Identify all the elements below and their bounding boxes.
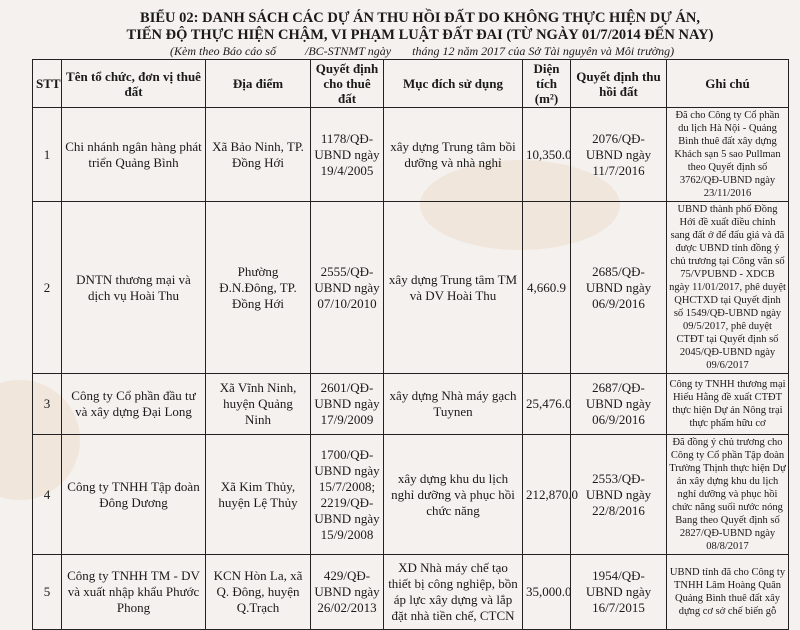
cell-lease-decision: 1178/QĐ-UBND ngày 19/4/2005 (311, 108, 384, 202)
table-row (33, 202, 789, 374)
cell-notes: UBND tỉnh đã cho Công ty TNHH Lâm Hoàng Quân Quảng Bình thuê đất xây dựng cơ sở chế biến gỗ (667, 555, 789, 630)
cell-organization: Công ty TNHH TM - DV và xuất nhập khẩu Phước Phong (62, 555, 206, 630)
cell-lease-decision: 1700/QĐ-UBND ngày 15/7/2008; 2219/QĐ-UBND ngày 15/9/2008 (311, 435, 384, 555)
cell-area: 35,000.0 (523, 555, 571, 630)
cell-purpose: xây dựng khu du lịch nghỉ dưỡng và phục hồi chức năng (384, 435, 523, 555)
subtitle-part3: tháng 12 năm 2017 của Sở Tài nguyên và Môi trường) (412, 44, 675, 58)
cell-lease-decision: 2601/QĐ-UBND ngày 17/9/2009 (311, 374, 384, 435)
cell-location: Xã Kim Thủy, huyện Lệ Thủy (206, 435, 311, 555)
cell-notes: UBND thành phố Đồng Hới đề xuất điều chỉnh sang đất ở để đấu giá và đã được UBND tỉnh đồng ý chủ trương tại Công văn số 75/VPUBND - XDCB ngày 11/01/2017, phê duyệt QHCTXD tại Quyết định số 1549/QĐ-UBND ngày 09/5/2017, phê duyệt CTĐT tại Quyết định số 2045/QĐ-UBND ngày 09/6/2017 (667, 202, 789, 374)
table-row (33, 435, 789, 555)
table-row (33, 374, 789, 435)
cell-stt: 2 (33, 202, 62, 374)
cell-stt: 1 (33, 108, 62, 202)
cell-organization: Công ty Cổ phần đầu tư và xây dựng Đại Long (62, 374, 206, 435)
document-subtitle (170, 44, 678, 59)
header-revocation-decision: Quyết định thu hồi đất (571, 60, 667, 108)
cell-organization: DNTN thương mại và dịch vụ Hoài Thu (62, 202, 206, 374)
table-row (33, 108, 789, 202)
cell-purpose: xây dựng Trung tâm bồi dưỡng và nhà nghỉ (384, 108, 523, 202)
cell-location: KCN Hòn La, xã Q. Đông, huyện Q.Trạch (206, 555, 311, 630)
cell-revocation-decision: 2553/QĐ-UBND ngày 22/8/2016 (571, 435, 667, 555)
cell-area: 4,660.9 (523, 202, 571, 374)
header-stt: STT (33, 60, 62, 108)
projects-table (32, 59, 789, 630)
cell-revocation-decision: 2687/QĐ-UBND ngày 06/9/2016 (571, 374, 667, 435)
cell-notes: Đã đồng ý chủ trương cho Công ty Cổ phần Tập đoàn Trường Thịnh thực hiện Dự án xây dựng khu du lịch nghỉ dưỡng và phục hồi chức năng suối nước nóng Bang theo Quyết định số 2827/QĐ-UBND ngày 08/8/2017 (667, 435, 789, 555)
cell-stt: 3 (33, 374, 62, 435)
cell-revocation-decision: 2076/QĐ-UBND ngày 11/7/2016 (571, 108, 667, 202)
table-row (33, 555, 789, 630)
document-title-line1: BIỂU 02: DANH SÁCH CÁC DỰ ÁN THU HỒI ĐẤT DO KHÔNG THỰC HIỆN DỰ ÁN, (140, 10, 700, 26)
document-title-line2: TIẾN ĐỘ THỰC HIỆN CHẬM, VI PHẠM LUẬT ĐẤT ĐAI (TỪ NGÀY 01/7/2014 ĐẾN NAY) (126, 27, 714, 43)
header-area: Diện tích (m²) (523, 60, 571, 108)
cell-location: Phường Đ.N.Đông, TP. Đồng Hới (206, 202, 311, 374)
cell-stt: 4 (33, 435, 62, 555)
subtitle-part2: /BC-STNMT ngày (304, 44, 392, 58)
cell-location: Xã Bảo Ninh, TP. Đồng Hới (206, 108, 311, 202)
header-location: Địa điểm (206, 60, 311, 108)
cell-purpose: XD Nhà máy chế tạo thiết bị công nghiệp, bồn áp lực xây dựng và lắp đặt nhà tiền chế, CTCN (384, 555, 523, 630)
cell-area: 212,870.0 (523, 435, 571, 555)
header-notes: Ghi chú (667, 60, 789, 108)
cell-notes: Đã cho Công ty Cổ phần du lịch Hà Nội - Quảng Bình thuê đất xây dựng Khách sạn 5 sao Pullman theo Quyết định số 3762/QĐ-UBND ngày 23/11/2016 (667, 108, 789, 202)
header-purpose: Mục đích sử dụng (384, 60, 523, 108)
header-organization: Tên tổ chức, đơn vị thuê đất (62, 60, 206, 108)
cell-organization: Chi nhánh ngân hàng phát triển Quảng Bình (62, 108, 206, 202)
table-header-row (33, 60, 789, 108)
cell-notes: Công ty TNHH thương mại Hiếu Hằng đề xuất CTĐT thực hiện Dự án Nông trại thực phẩm hữu cơ (667, 374, 789, 435)
cell-area: 25,476.0 (523, 374, 571, 435)
cell-purpose: xây dựng Nhà máy gạch Tuynen (384, 374, 523, 435)
cell-stt: 5 (33, 555, 62, 630)
cell-organization: Công ty TNHH Tập đoàn Đông Dương (62, 435, 206, 555)
cell-revocation-decision: 2685/QĐ-UBND ngày 06/9/2016 (571, 202, 667, 374)
cell-purpose: xây dựng Trung tâm TM và DV Hoài Thu (384, 202, 523, 374)
cell-revocation-decision: 1954/QĐ-UBND ngày 16/7/2015 (571, 555, 667, 630)
header-lease-decision: Quyết định cho thuê đất (311, 60, 384, 108)
subtitle-part1: (Kèm theo Báo cáo số (170, 44, 276, 58)
cell-lease-decision: 2555/QĐ-UBND ngày 07/10/2010 (311, 202, 384, 374)
cell-lease-decision: 429/QĐ-UBND ngày 26/02/2013 (311, 555, 384, 630)
cell-location: Xã Vĩnh Ninh, huyện Quảng Ninh (206, 374, 311, 435)
cell-area: 10,350.0 (523, 108, 571, 202)
